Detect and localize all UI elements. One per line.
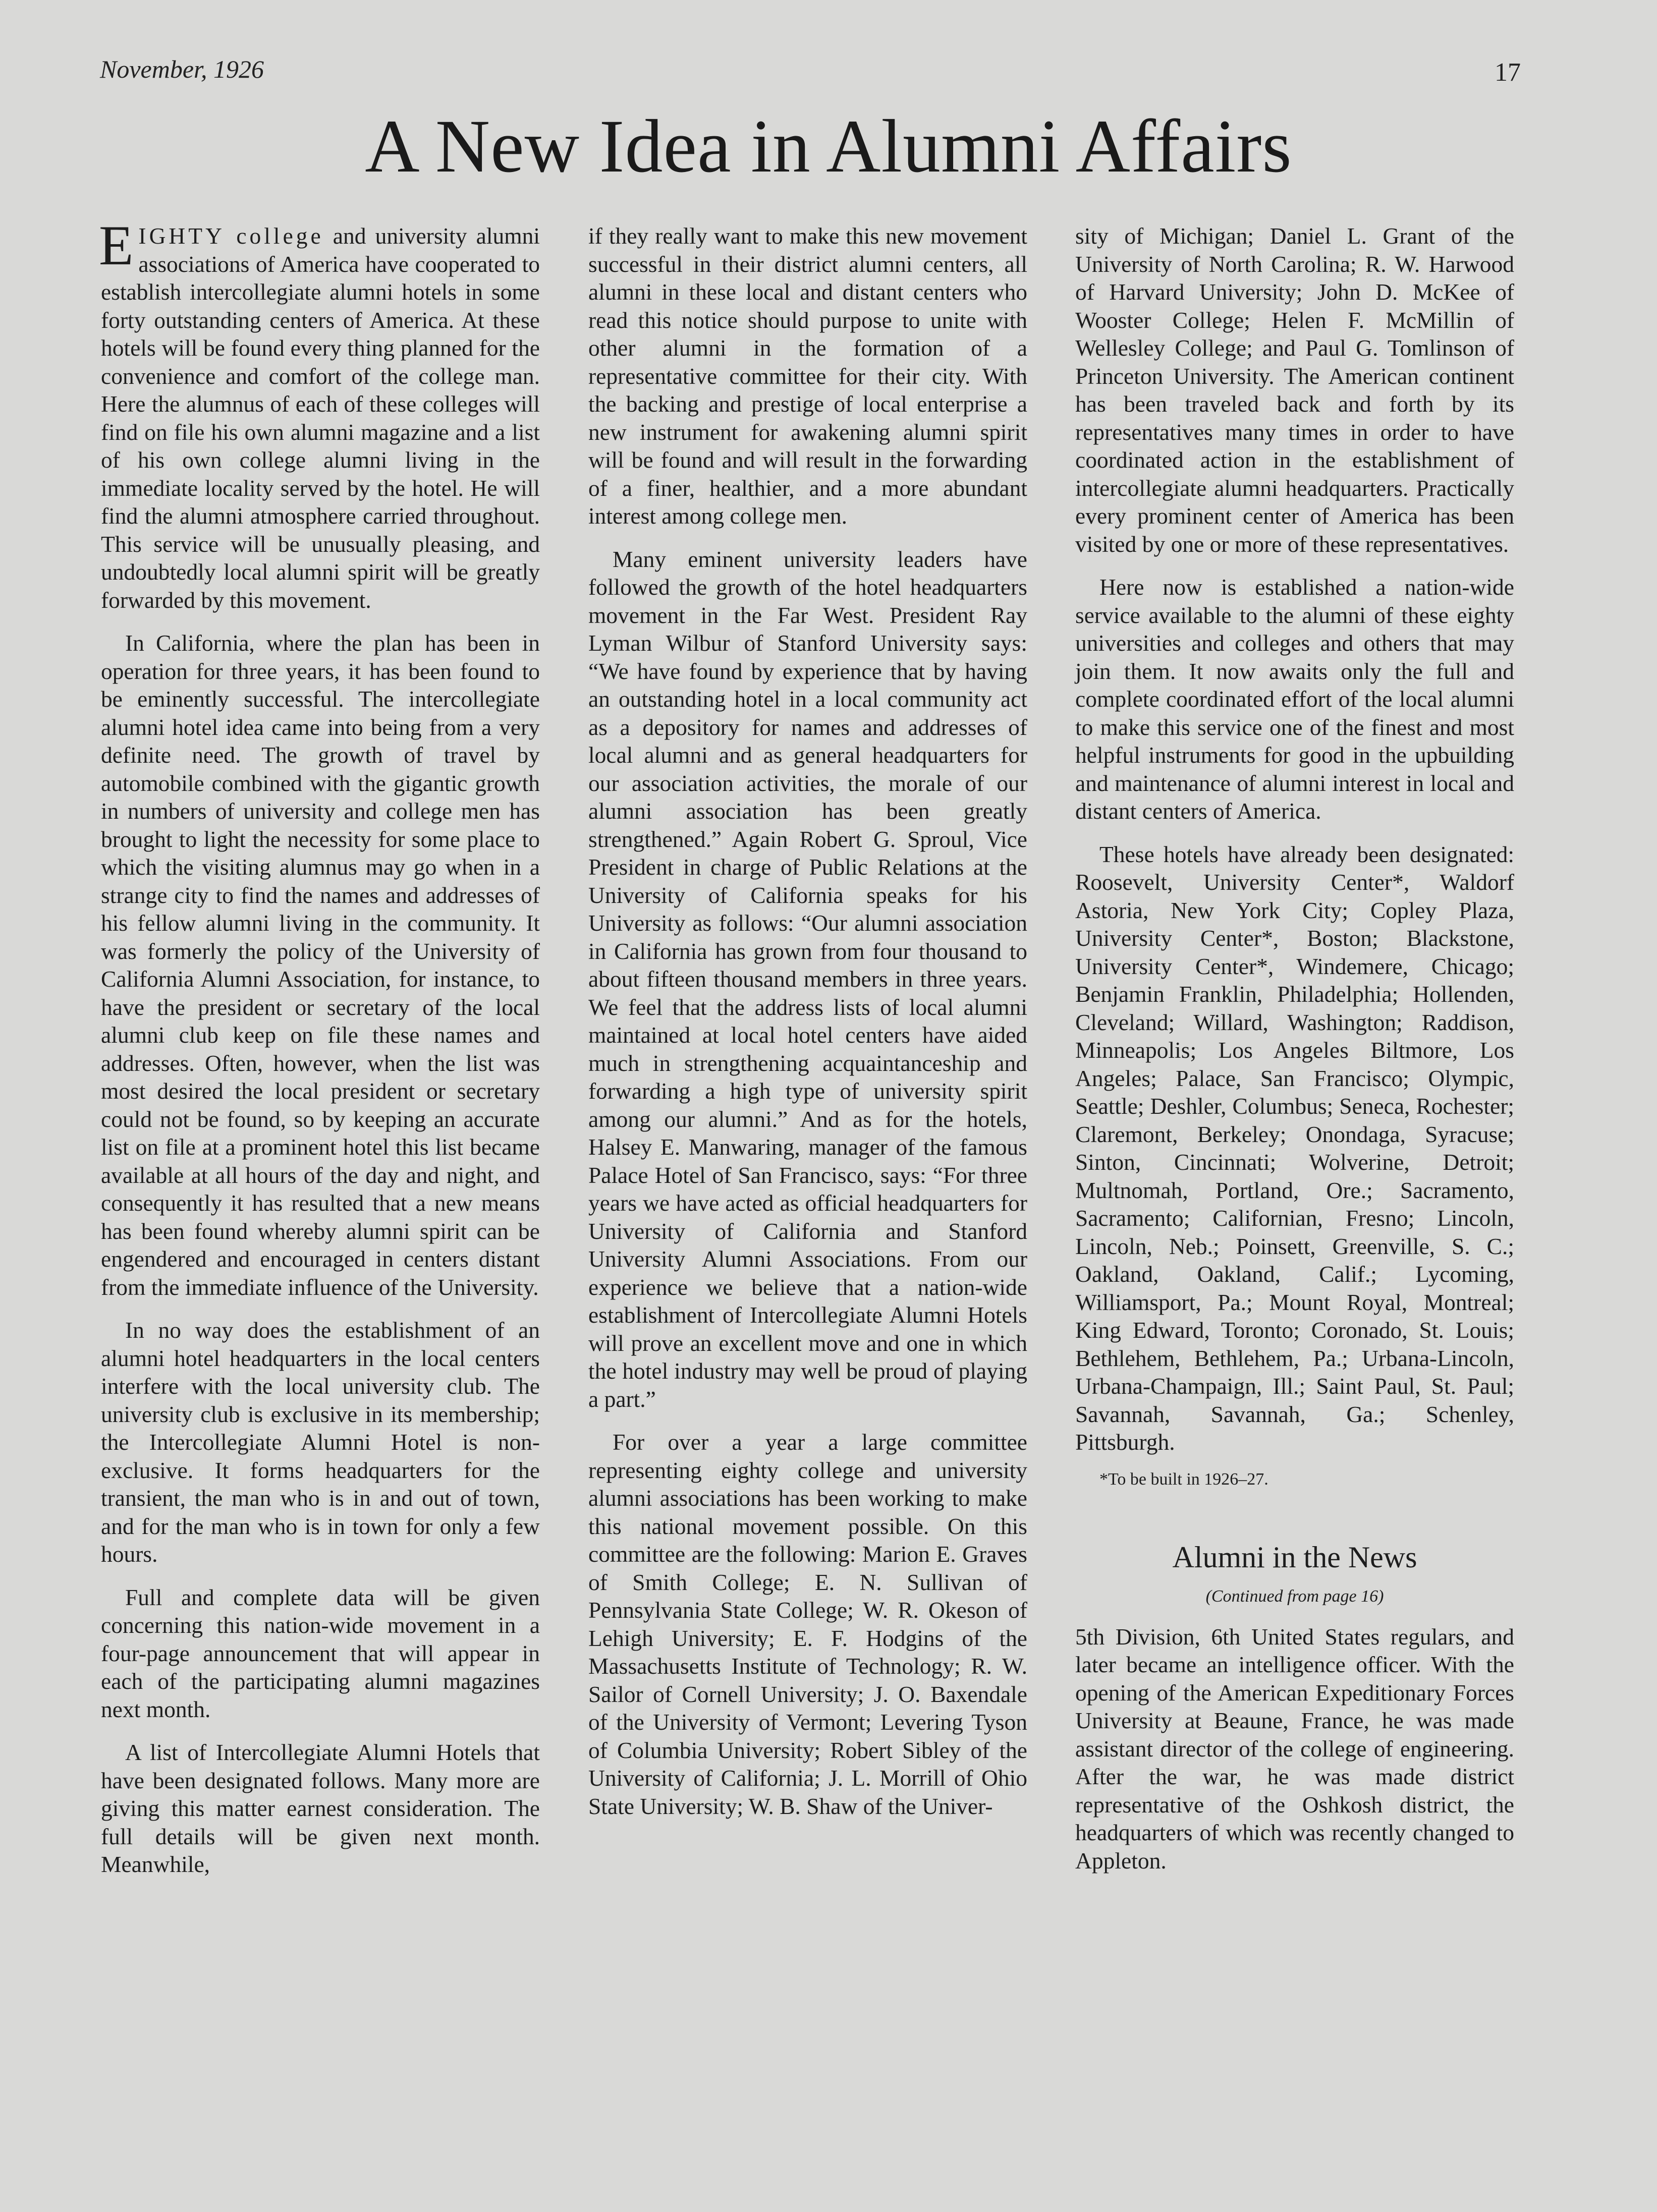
article-title: A New Idea in Alumni Affairs xyxy=(365,104,1292,188)
lead-caps: IGHTY college xyxy=(138,223,324,249)
paragraph: Many eminent university leaders have followed the growth of the hotel headquarters movement in the Far West. President Ray Lyman Wilbur of Stanford University says: “We have found by experience that by having an outstanding hotel in a local community act as a depository for names and addresses of local alumni and as general headquarters for our association activities, the morale of our alumni association has been greatly strengthened.” Again Robert G. Sproul, Vice President in charge of Public Relations at the University of California speaks for his University as follows: “Our alumni association in California has grown from four thousand to about fifteen thousand members in three years. We feel that the address lists of local alumni maintained at local hotel centers have aided much in strengthening acquaintanceship and forwarding a high type of university spirit among our alumni.” And as for the hotels, Halsey E. Manwaring, manager of the famous Palace Hotel of San Francisco, says: “For three years we have acted as official headquarters for University of California and Stanford University Alumni Associations. From our experience we believe that a nation-wide establishment of Intercollegiate Alumni Hotels will prove an excellent move and one in which the hotel industry may well be proud of playing a part.” xyxy=(588,546,1027,1412)
article-column-1 xyxy=(99,214,540,1879)
page-number: 17 xyxy=(1495,58,1521,87)
paragraph: A list of Intercollegiate Alumni Hotels that have been designated follows. Many more are giving this matter earnest consideration. The full details will be given next month. Meanwhile, xyxy=(101,1739,540,1877)
paragraph: Here now is established a nation-wide service available to the alumni of these eighty universities and colleges and others that may join them. It now awaits only the full and complete coordinated effort of the local alumni to make this service one of the finest and most helpful instruments for good in the upbuilding and maintenance of alumni interest in local and distant centers of America. xyxy=(1075,574,1514,824)
article-column-2 xyxy=(588,222,1027,1820)
footnote: *To be built in 1926–27. xyxy=(1099,1469,1268,1489)
paragraph: In no way does the establishment of an alumni hotel headquarters in the local centers interfere with the local university club. The university club is exclusive in its membership; the Intercollegiate Alumni Hotel is non-exclusive. It forms headquarters for the transient, the man who is in and out of town, and for the man who is in town for only a few hours. xyxy=(101,1317,540,1567)
hotel-list-paragraph: These hotels have already been designated: Roosevelt, University Center*, Waldorf Astoria, New York City; Copley Plaza, University Center*, Boston; Blackstone, University Center*, Windemere, Chicago; Benjamin Franklin, Philadelphia; Hollenden, Cleveland; Willard, Washington; Raddison, Minneapolis; Los Angeles Biltmore, Los Angeles; Palace, San Francisco; Olympic, Seattle; Deshler, Columbus; Seneca, Rochester; Claremont, Berkeley; Onondaga, Syracuse; Sinton, Cincinnati; Wolverine, Detroit; Multnomah, Portland, Ore.; Sacramento, Sacramento; Californian, Fresno; Lincoln, Lincoln, Neb.; Poinsett, Greenville, S. C.; Oakland, Oakland, Calif.; Lycoming, Williamsport, Pa.; Mount Royal, Montreal; King Edward, Toronto; Coronado, St. Louis; Bethlehem, Bethlehem, Pa.; Urbana-Lincoln, Urbana-Champaign, Ill.; Saint Paul, St. Paul; Savannah, Savannah, Ga.; Schenley, Pittsburgh. xyxy=(1075,841,1514,1455)
continued-note: (Continued from page 16) xyxy=(1205,1586,1384,1606)
paragraph: sity of Michigan; Daniel L. Grant of the University of North Carolina; R. W. Harwood of Harvard University; John D. McKee of Wooster College; Helen F. McMillin of Wellesley College; and Paul G. Tomlinson of Princeton University. The American continent has been traveled back and forth by its representatives many times in order to have coordinated action in the establishment of intercollegiate alumni headquarters. Practically every prominent center of America has been visited by one or more of these representatives. xyxy=(1075,223,1514,557)
paragraph: For over a year a large committee representing eighty college and university alumni associations has been working to make this national movement possible. On this committee are the following: Marion E. Graves of Smith College; E. N. Sullivan of Pennsylvania State College; W. R. Okeson of Lehigh University; E. F. Hodgins of the Massachusetts Institute of Technology; R. W. Sailor of Cornell University; J. O. Baxendale of the University of Vermont; Levering Tyson of Columbia University; Robert Sibley of the University of California; J. L. Morrill of Ohio State University; W. B. Shaw of the Univer- xyxy=(588,1429,1027,1819)
sidebar-paragraph: 5th Division, 6th United States regulars, and later became an intelligence officer. With the opening of the American Expeditionary Forces University at Beaune, France, he was made assistant director of the college of engineering. After the war, he was made district representative of the Oshkosh district, the headquarters of which was recently changed to Appleton. xyxy=(1075,1623,1514,1874)
drop-cap: E xyxy=(99,214,134,277)
paragraph: In California, where the plan has been in operation for three years, it has been found to be eminently successful. The intercollegiate alumni hotel idea came into being from a very definite need. The growth of travel by automobile combined with the gigantic growth in numbers of university and college men has brought to light the necessity for some place to which the visiting alumnus may go when in a strange city to find the names and addresses of his fellow alumni living in the community. It was formerly the policy of the University of California Alumni Association, for instance, to have the president or secretary of the local alumni club keep on file these names and addresses. Often, however, when the list was most desired the local president or secretary could not be found, so by keeping an accurate list on file at a prominent hotel this list became available at all hours of the day and night, and consequently it has resulted that a new means has been found whereby alumni spirit can be engendered and encouraged in centers distant from the immediate influence of the University. xyxy=(101,630,540,1300)
paragraph: if they really want to make this new movement successful in their district alumni centers, all alumni in these local and distant centers who read this notice should purpose to unite with other alumni in the formation of a representative committee for their city. With the backing and prestige of local enterprise a new instrument for awakening alumni spirit will be found and will result in the forwarding of a finer, healthier, and a more abundant interest among college men. xyxy=(588,223,1027,529)
sidebar-title: Alumni in the News xyxy=(1172,1540,1417,1574)
lead-paragraph-text: and university alumni associations of America have cooperated to establish intercollegiate alumni hotels in some forty outstanding centers of America. At these hotels will be found every thing planned for the convenience and comfort of the college man. Here the alumnus of each of these colleges will find on file his own alumni magazine and a list of his own college alumni living in the immediate locality served by the hotel. He will find the alumni atmosphere carried throughout. This service will be unusually pleasing, and undoubtedly local alumni spirit will be greatly forwarded by this movement. xyxy=(101,223,540,613)
lead-paragraph xyxy=(99,214,540,614)
paragraph: Full and complete data will be given concerning this nation-wide movement in a four-page announcement that will appear in each of the participating alumni magazines next month. xyxy=(101,1584,540,1722)
issue-date: November, 1926 xyxy=(100,55,264,83)
article-column-3 xyxy=(1075,222,1514,1875)
